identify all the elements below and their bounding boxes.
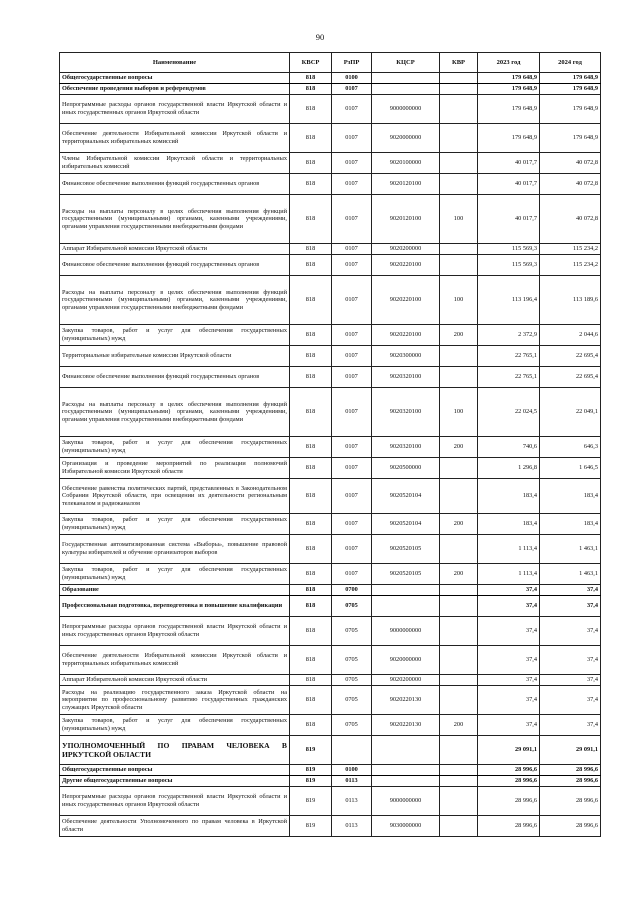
cell-kvr: 200 bbox=[440, 564, 478, 585]
cell-kvsr: 819 bbox=[290, 816, 332, 837]
cell-name: Расходы на выплаты персоналу в целях обеспечения выполнения функций государственными (муниципальными) органами, казенными учреждениями, органами управления государственными внебюджетными фондами bbox=[60, 388, 290, 437]
cell-y2023: 179 648,9 bbox=[478, 95, 540, 124]
table-body bbox=[60, 73, 601, 837]
table-row bbox=[60, 736, 601, 765]
cell-rzpr: 0107 bbox=[332, 276, 372, 325]
cell-rzpr: 0107 bbox=[332, 325, 372, 346]
cell-y2023: 37,4 bbox=[478, 585, 540, 596]
cell-kvsr: 819 bbox=[290, 765, 332, 776]
cell-kvr bbox=[440, 84, 478, 95]
cell-rzpr: 0107 bbox=[332, 564, 372, 585]
cell-rzpr: 0107 bbox=[332, 535, 372, 564]
cell-kvr bbox=[440, 675, 478, 686]
cell-name: Образование bbox=[60, 585, 290, 596]
cell-kvsr: 818 bbox=[290, 255, 332, 276]
cell-name: Обеспечение деятельности Избирательной комиссии Иркутской области и территориальных избирательных комиссий bbox=[60, 646, 290, 675]
cell-rzpr: 0705 bbox=[332, 686, 372, 715]
cell-y2023: 1 113,4 bbox=[478, 535, 540, 564]
cell-y2023: 1 296,8 bbox=[478, 458, 540, 479]
cell-y2023: 40 017,7 bbox=[478, 174, 540, 195]
cell-y2024: 1 463,1 bbox=[540, 535, 601, 564]
cell-kvr bbox=[440, 73, 478, 84]
cell-y2024: 28 996,6 bbox=[540, 765, 601, 776]
cell-rzpr: 0107 bbox=[332, 346, 372, 367]
cell-name: Обеспечение деятельности Избирательной комиссии Иркутской области и территориальных избирательных комиссий bbox=[60, 124, 290, 153]
cell-kcsr: 9020220100 bbox=[372, 325, 440, 346]
table-row bbox=[60, 514, 601, 535]
cell-y2024: 37,4 bbox=[540, 715, 601, 736]
cell-kvsr: 818 bbox=[290, 479, 332, 514]
table-row bbox=[60, 617, 601, 646]
table-row bbox=[60, 535, 601, 564]
table-row bbox=[60, 564, 601, 585]
cell-y2023: 22 765,1 bbox=[478, 346, 540, 367]
cell-kvr bbox=[440, 736, 478, 765]
table-row bbox=[60, 585, 601, 596]
cell-kvr: 100 bbox=[440, 388, 478, 437]
cell-kvsr: 818 bbox=[290, 535, 332, 564]
cell-kcsr: 9020520104 bbox=[372, 514, 440, 535]
cell-y2023: 29 091,1 bbox=[478, 736, 540, 765]
header-kvsr: КВСР bbox=[290, 53, 332, 73]
table-row bbox=[60, 596, 601, 617]
cell-rzpr: 0107 bbox=[332, 153, 372, 174]
cell-rzpr: 0107 bbox=[332, 367, 372, 388]
table-row bbox=[60, 765, 601, 776]
cell-y2023: 37,4 bbox=[478, 617, 540, 646]
cell-name: Расходы на реализацию государственного заказа Иркутской области на мероприятия по профессиональному развитию государственных гражданских служащих Иркутской области bbox=[60, 686, 290, 715]
table-row bbox=[60, 646, 601, 675]
cell-kcsr: 9020220100 bbox=[372, 276, 440, 325]
cell-kvr bbox=[440, 646, 478, 675]
cell-y2023: 28 996,6 bbox=[478, 765, 540, 776]
cell-kvr bbox=[440, 787, 478, 816]
cell-kvr bbox=[440, 255, 478, 276]
table-row bbox=[60, 715, 601, 736]
cell-kcsr: 9020320100 bbox=[372, 437, 440, 458]
budget-table bbox=[59, 52, 601, 837]
page-number: 90 bbox=[315, 32, 325, 42]
cell-kvsr: 819 bbox=[290, 787, 332, 816]
cell-kvsr: 818 bbox=[290, 95, 332, 124]
cell-kvsr: 818 bbox=[290, 585, 332, 596]
cell-y2023: 179 648,9 bbox=[478, 73, 540, 84]
table-row bbox=[60, 276, 601, 325]
cell-kvr bbox=[440, 367, 478, 388]
cell-y2023: 28 996,6 bbox=[478, 776, 540, 787]
cell-rzpr: 0700 bbox=[332, 585, 372, 596]
cell-kcsr: 9020100000 bbox=[372, 153, 440, 174]
cell-kvsr: 818 bbox=[290, 596, 332, 617]
cell-kcsr bbox=[372, 84, 440, 95]
cell-kvsr: 818 bbox=[290, 124, 332, 153]
header-name: Наименование bbox=[60, 53, 290, 73]
cell-name: Государственная автоматизированная система «Выборы», повышение правовой культуры избирателей и обучение организаторов выборов bbox=[60, 535, 290, 564]
cell-kvr: 200 bbox=[440, 514, 478, 535]
cell-kvr: 100 bbox=[440, 195, 478, 244]
cell-kvr bbox=[440, 596, 478, 617]
table-row bbox=[60, 816, 601, 837]
header-kcsr: КЦСР bbox=[372, 53, 440, 73]
cell-y2024: 183,4 bbox=[540, 479, 601, 514]
cell-kcsr: 9000000000 bbox=[372, 95, 440, 124]
cell-y2024: 179 648,9 bbox=[540, 124, 601, 153]
cell-rzpr: 0113 bbox=[332, 787, 372, 816]
cell-y2024: 40 072,8 bbox=[540, 174, 601, 195]
cell-name: Профессиональная подготовка, переподготовка и повышение квалификации bbox=[60, 596, 290, 617]
cell-y2023: 37,4 bbox=[478, 715, 540, 736]
cell-kcsr: 9020200000 bbox=[372, 244, 440, 255]
cell-name: Члены Избирательной комиссии Иркутской области и территориальных избирательных комиссий bbox=[60, 153, 290, 174]
cell-kcsr: 9020300000 bbox=[372, 346, 440, 367]
cell-y2024: 115 234,2 bbox=[540, 244, 601, 255]
cell-y2024: 2 044,6 bbox=[540, 325, 601, 346]
cell-kvsr: 819 bbox=[290, 776, 332, 787]
cell-y2024: 22 695,4 bbox=[540, 346, 601, 367]
cell-kvsr: 818 bbox=[290, 84, 332, 95]
cell-kvr bbox=[440, 535, 478, 564]
table-row bbox=[60, 95, 601, 124]
cell-rzpr: 0705 bbox=[332, 617, 372, 646]
cell-kvsr: 818 bbox=[290, 244, 332, 255]
cell-rzpr: 0107 bbox=[332, 95, 372, 124]
cell-kcsr: 9020120100 bbox=[372, 195, 440, 244]
cell-y2024: 29 091,1 bbox=[540, 736, 601, 765]
cell-y2023: 183,4 bbox=[478, 514, 540, 535]
cell-kvr bbox=[440, 585, 478, 596]
cell-kvr bbox=[440, 816, 478, 837]
cell-y2023: 37,4 bbox=[478, 596, 540, 617]
cell-name: Закупка товаров, работ и услуг для обеспечения государственных (муниципальных) нужд bbox=[60, 325, 290, 346]
cell-rzpr: 0107 bbox=[332, 84, 372, 95]
cell-y2023: 40 017,7 bbox=[478, 195, 540, 244]
cell-rzpr: 0107 bbox=[332, 124, 372, 153]
cell-name: Общегосударственные вопросы bbox=[60, 765, 290, 776]
cell-y2023: 179 648,9 bbox=[478, 84, 540, 95]
cell-kvr bbox=[440, 124, 478, 153]
cell-kvr bbox=[440, 617, 478, 646]
cell-rzpr: 0107 bbox=[332, 255, 372, 276]
cell-rzpr: 0705 bbox=[332, 675, 372, 686]
cell-name: Закупка товаров, работ и услуг для обеспечения государственных (муниципальных) нужд bbox=[60, 564, 290, 585]
cell-kvsr: 818 bbox=[290, 388, 332, 437]
cell-rzpr bbox=[332, 736, 372, 765]
cell-rzpr: 0107 bbox=[332, 479, 372, 514]
cell-name: Обеспечение деятельности Уполномоченного по правам человека в Иркутской области bbox=[60, 816, 290, 837]
cell-name: Территориальные избирательные комиссии Иркутской области bbox=[60, 346, 290, 367]
cell-rzpr: 0107 bbox=[332, 388, 372, 437]
cell-y2023: 740,6 bbox=[478, 437, 540, 458]
cell-name: Аппарат Избирательной комиссии Иркутской области bbox=[60, 675, 290, 686]
table-row bbox=[60, 787, 601, 816]
header-2024: 2024 год bbox=[540, 53, 601, 73]
cell-rzpr: 0107 bbox=[332, 514, 372, 535]
cell-kvsr: 818 bbox=[290, 715, 332, 736]
cell-kcsr: 9020200000 bbox=[372, 675, 440, 686]
table-row bbox=[60, 84, 601, 95]
cell-y2023: 113 196,4 bbox=[478, 276, 540, 325]
cell-kcsr: 9020320100 bbox=[372, 388, 440, 437]
cell-y2023: 28 996,6 bbox=[478, 787, 540, 816]
cell-kvr: 100 bbox=[440, 276, 478, 325]
cell-name: Непрограммные расходы органов государственной власти Иркутской области и иных государственных органов Иркутской области bbox=[60, 787, 290, 816]
cell-kvsr: 818 bbox=[290, 646, 332, 675]
cell-kcsr bbox=[372, 736, 440, 765]
table-row bbox=[60, 675, 601, 686]
cell-y2024: 37,4 bbox=[540, 646, 601, 675]
cell-name: Обеспечение проведения выборов и референдумов bbox=[60, 84, 290, 95]
cell-name: Обеспечение равенства политических партий, представленных в Законодательном Собрании Иркутской области, при освещении их деятельности региональным телеканалом и радиоканалом bbox=[60, 479, 290, 514]
table-header-row bbox=[60, 53, 601, 73]
cell-y2024: 113 189,6 bbox=[540, 276, 601, 325]
cell-kvsr: 818 bbox=[290, 346, 332, 367]
cell-kvr bbox=[440, 95, 478, 124]
header-rzpr: РзПР bbox=[332, 53, 372, 73]
cell-rzpr: 0107 bbox=[332, 437, 372, 458]
cell-name: Финансовое обеспечение выполнения функций государственных органов bbox=[60, 255, 290, 276]
cell-kcsr: 9020520105 bbox=[372, 564, 440, 585]
cell-name: Аппарат Избирательной комиссии Иркутской области bbox=[60, 244, 290, 255]
header-2023: 2023 год bbox=[478, 53, 540, 73]
cell-y2024: 37,4 bbox=[540, 617, 601, 646]
cell-name: Общегосударственные вопросы bbox=[60, 73, 290, 84]
cell-rzpr: 0107 bbox=[332, 458, 372, 479]
cell-kvsr: 818 bbox=[290, 73, 332, 84]
cell-kvsr: 818 bbox=[290, 686, 332, 715]
cell-kvsr: 818 bbox=[290, 174, 332, 195]
cell-kvsr: 818 bbox=[290, 276, 332, 325]
cell-kcsr: 9020520104 bbox=[372, 479, 440, 514]
cell-kvr bbox=[440, 765, 478, 776]
cell-y2024: 646,3 bbox=[540, 437, 601, 458]
cell-kcsr: 9020120100 bbox=[372, 174, 440, 195]
table-row bbox=[60, 346, 601, 367]
table-row bbox=[60, 367, 601, 388]
cell-y2024: 40 072,8 bbox=[540, 195, 601, 244]
cell-name: Расходы на выплаты персоналу в целях обеспечения выполнения функций государственными (муниципальными) органами, казенными учреждениями, органами управления государственными внебюджетными фондами bbox=[60, 276, 290, 325]
cell-kvsr: 818 bbox=[290, 195, 332, 244]
cell-y2023: 115 569,3 bbox=[478, 244, 540, 255]
cell-kvsr: 818 bbox=[290, 437, 332, 458]
cell-kvr bbox=[440, 174, 478, 195]
cell-kvr bbox=[440, 776, 478, 787]
cell-kcsr: 9020220130 bbox=[372, 715, 440, 736]
cell-y2023: 22 024,5 bbox=[478, 388, 540, 437]
cell-kvr: 200 bbox=[440, 325, 478, 346]
table-row bbox=[60, 388, 601, 437]
table-row bbox=[60, 437, 601, 458]
table-row bbox=[60, 686, 601, 715]
cell-kcsr: 9020220130 bbox=[372, 686, 440, 715]
cell-y2024: 115 234,2 bbox=[540, 255, 601, 276]
cell-y2024: 37,4 bbox=[540, 585, 601, 596]
cell-kcsr: 9030000000 bbox=[372, 816, 440, 837]
cell-kvr bbox=[440, 346, 478, 367]
cell-y2024: 22 695,4 bbox=[540, 367, 601, 388]
header-kvr: КВР bbox=[440, 53, 478, 73]
cell-kcsr: 9020320100 bbox=[372, 367, 440, 388]
cell-name: Закупка товаров, работ и услуг для обеспечения государственных (муниципальных) нужд bbox=[60, 715, 290, 736]
cell-y2024: 179 648,9 bbox=[540, 84, 601, 95]
cell-rzpr: 0705 bbox=[332, 715, 372, 736]
cell-kvsr: 818 bbox=[290, 325, 332, 346]
cell-kcsr bbox=[372, 596, 440, 617]
cell-y2024: 37,4 bbox=[540, 596, 601, 617]
cell-y2024: 22 049,1 bbox=[540, 388, 601, 437]
cell-y2023: 40 017,7 bbox=[478, 153, 540, 174]
cell-rzpr: 0705 bbox=[332, 596, 372, 617]
cell-kcsr: 9000000000 bbox=[372, 787, 440, 816]
cell-y2024: 183,4 bbox=[540, 514, 601, 535]
cell-kvsr: 818 bbox=[290, 514, 332, 535]
cell-y2023: 179 648,9 bbox=[478, 124, 540, 153]
cell-name: Финансовое обеспечение выполнения функций государственных органов bbox=[60, 367, 290, 388]
cell-kcsr: 9020000000 bbox=[372, 646, 440, 675]
cell-rzpr: 0113 bbox=[332, 776, 372, 787]
cell-y2024: 28 996,6 bbox=[540, 816, 601, 837]
cell-kvr bbox=[440, 153, 478, 174]
cell-kcsr: 9000000000 bbox=[372, 617, 440, 646]
cell-y2023: 115 569,3 bbox=[478, 255, 540, 276]
cell-y2023: 1 113,4 bbox=[478, 564, 540, 585]
cell-name: УПОЛНОМОЧЕННЫЙ ПО ПРАВАМ ЧЕЛОВЕКА В ИРКУТСКОЙ ОБЛАСТИ bbox=[60, 736, 290, 765]
cell-rzpr: 0113 bbox=[332, 816, 372, 837]
cell-rzpr: 0107 bbox=[332, 244, 372, 255]
table-row bbox=[60, 255, 601, 276]
cell-kvsr: 818 bbox=[290, 617, 332, 646]
cell-y2023: 37,4 bbox=[478, 686, 540, 715]
cell-y2024: 37,4 bbox=[540, 686, 601, 715]
cell-y2023: 22 765,1 bbox=[478, 367, 540, 388]
cell-y2024: 179 648,9 bbox=[540, 73, 601, 84]
cell-kcsr bbox=[372, 73, 440, 84]
cell-kvr bbox=[440, 686, 478, 715]
table-row bbox=[60, 244, 601, 255]
cell-name: Финансовое обеспечение выполнения функций государственных органов bbox=[60, 174, 290, 195]
cell-rzpr: 0107 bbox=[332, 174, 372, 195]
table-row bbox=[60, 458, 601, 479]
cell-rzpr: 0100 bbox=[332, 765, 372, 776]
cell-y2024: 28 996,6 bbox=[540, 787, 601, 816]
cell-kvr bbox=[440, 244, 478, 255]
table-row bbox=[60, 195, 601, 244]
cell-y2024: 179 648,9 bbox=[540, 95, 601, 124]
cell-kcsr: 9020220100 bbox=[372, 255, 440, 276]
cell-kcsr: 9020520105 bbox=[372, 535, 440, 564]
cell-kvsr: 818 bbox=[290, 564, 332, 585]
cell-kcsr: 9020500000 bbox=[372, 458, 440, 479]
cell-rzpr: 0107 bbox=[332, 195, 372, 244]
table-row bbox=[60, 325, 601, 346]
cell-rzpr: 0100 bbox=[332, 73, 372, 84]
cell-name: Закупка товаров, работ и услуг для обеспечения государственных (муниципальных) нужд bbox=[60, 437, 290, 458]
cell-kvsr: 818 bbox=[290, 458, 332, 479]
cell-kvsr: 818 bbox=[290, 153, 332, 174]
cell-y2023: 183,4 bbox=[478, 479, 540, 514]
cell-name: Другие общегосударственные вопросы bbox=[60, 776, 290, 787]
cell-name: Непрограммные расходы органов государственной власти Иркутской области и иных государственных органов Иркутской области bbox=[60, 95, 290, 124]
cell-y2023: 28 996,6 bbox=[478, 816, 540, 837]
cell-kcsr: 9020000000 bbox=[372, 124, 440, 153]
cell-kcsr bbox=[372, 765, 440, 776]
cell-y2024: 1 463,1 bbox=[540, 564, 601, 585]
cell-name: Расходы на выплаты персоналу в целях обеспечения выполнения функций государственными (муниципальными) органами, казенными учреждениями, органами управления государственными внебюджетными фондами bbox=[60, 195, 290, 244]
cell-kvr: 200 bbox=[440, 715, 478, 736]
cell-y2024: 1 646,5 bbox=[540, 458, 601, 479]
table-row bbox=[60, 479, 601, 514]
cell-y2023: 2 372,9 bbox=[478, 325, 540, 346]
table-row bbox=[60, 153, 601, 174]
cell-kvr bbox=[440, 479, 478, 514]
cell-name: Непрограммные расходы органов государственной власти Иркутской области и иных государственных органов Иркутской области bbox=[60, 617, 290, 646]
cell-rzpr: 0705 bbox=[332, 646, 372, 675]
cell-y2023: 37,4 bbox=[478, 675, 540, 686]
cell-y2024: 28 996,6 bbox=[540, 776, 601, 787]
table-row bbox=[60, 174, 601, 195]
cell-kvr: 200 bbox=[440, 437, 478, 458]
cell-y2023: 37,4 bbox=[478, 646, 540, 675]
table-row bbox=[60, 124, 601, 153]
cell-kvsr: 819 bbox=[290, 736, 332, 765]
cell-y2024: 37,4 bbox=[540, 675, 601, 686]
cell-kvr bbox=[440, 458, 478, 479]
cell-kcsr bbox=[372, 776, 440, 787]
cell-kvsr: 818 bbox=[290, 367, 332, 388]
cell-y2024: 40 072,8 bbox=[540, 153, 601, 174]
table-row bbox=[60, 73, 601, 84]
cell-name: Организация и проведение мероприятий по реализации полномочий Избирательной комиссии Иркутской области bbox=[60, 458, 290, 479]
table-row bbox=[60, 776, 601, 787]
cell-name: Закупка товаров, работ и услуг для обеспечения государственных (муниципальных) нужд bbox=[60, 514, 290, 535]
cell-kvsr: 818 bbox=[290, 675, 332, 686]
cell-kcsr bbox=[372, 585, 440, 596]
